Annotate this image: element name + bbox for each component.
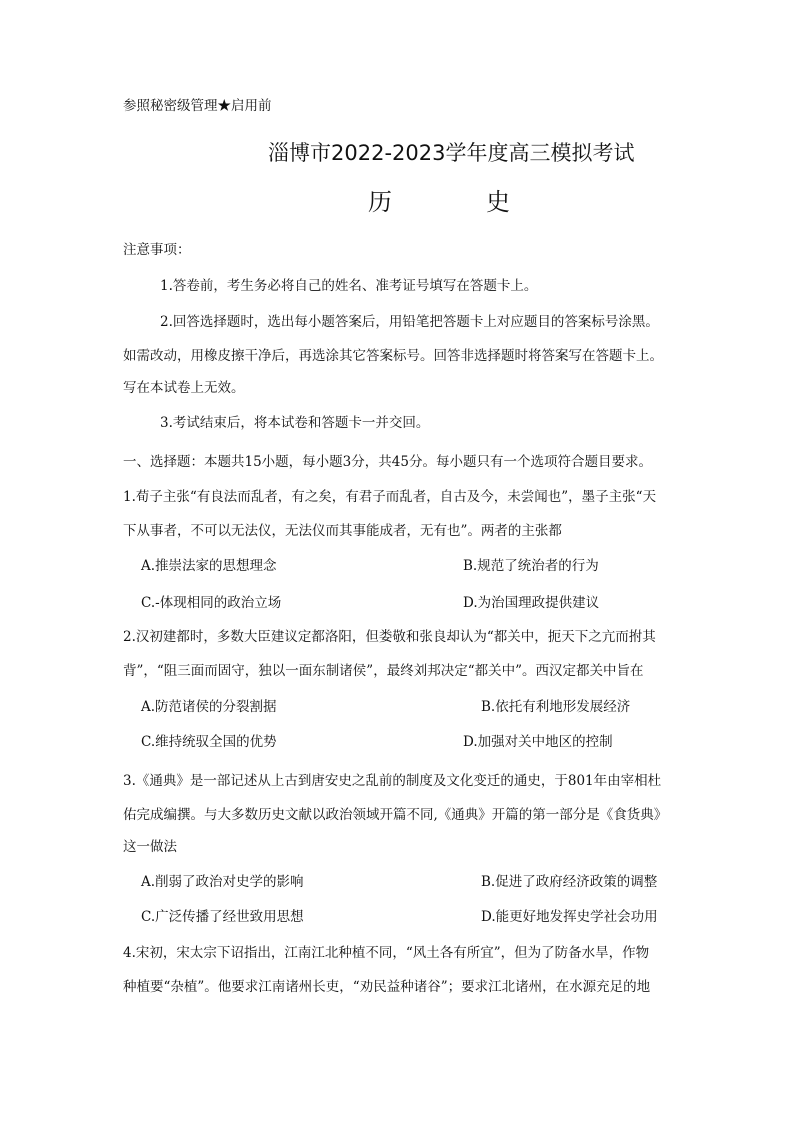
question-3-option-c: C.广泛传播了经世致用思想	[141, 909, 304, 925]
question-3-line-1: 3.《通典》是一部记述从上古到唐安史之乱前的制度及文化变迁的通史，于801年由宰相杜	[123, 773, 662, 789]
question-2-option-c: C.维持统驭全国的优势	[141, 734, 277, 750]
question-1-line-1: 1.荀子主张“有良法而乱者，有之矣，有君子而乱者，自古及今，未尝闻也”，墨子主张“天	[123, 489, 657, 505]
notes-heading: 注意事项：	[123, 242, 191, 258]
question-3-line-2: 佑完成编撰。与大多数历史文献以政治领域开篇不同,《通典》开篇的第一部分是《食货典》	[123, 807, 668, 823]
note-item-3: 3.考试结束后，将本试卷和答题卡一并交回。	[160, 415, 430, 431]
question-1-option-b: B.规范了统治者的行为	[463, 558, 599, 574]
question-2-option-b: B.依托有利地形发展经济	[481, 699, 631, 715]
note-item-2-line-1: 2.回答选择题时，选出每小题答案后，用铅笔把答题卡上对应题目的答案标号涂黑。	[160, 314, 659, 330]
question-1-option-d: D.为治国理政提供建议	[463, 595, 600, 611]
question-2-option-a: A.防范诸侯的分裂割据	[141, 699, 277, 715]
note-item-1: 1.答卷前，考生务必将自己的姓名、准考证号填写在答题卡上。	[160, 278, 538, 294]
question-3-option-d: D.能更好地发挥史学社会功用	[481, 909, 658, 925]
question-1-option-a: A.推崇法家的思想理念	[141, 558, 277, 574]
note-item-2-line-2: 如需改动，用橡皮擦干净后，再选涂其它答案标号。回答非选择题时将答案写在答题卡上。	[123, 348, 663, 364]
question-4-line-1: 4.宋初，宋太宗下诏指出，江南江北种植不同，“风土各有所宜”，但为了防备水旱，作物	[123, 945, 650, 961]
confidential-label: 参照秘密级管理★启用前	[123, 98, 272, 114]
question-2-line-1: 2.汉初建都时，多数大臣建议定都洛阳，但娄敬和张良却认为“都关中，扼天下之亢而拊其	[123, 629, 656, 645]
section-heading: 一、选择题：本题共15小题，每小题3分，共45分。每小题只有一个选项符合题目要求。	[123, 454, 652, 470]
question-2-line-2: 背”，“阻三面而固守，独以一面东制诸侯”，最终刘邦决定“都关中”。西汉定都关中旨在	[123, 663, 644, 679]
note-item-2-line-3: 写在本试卷上无效。	[123, 380, 245, 396]
subject-char-right: 史	[486, 188, 510, 216]
question-3-option-a: A.削弱了政治对史学的影响	[141, 874, 304, 890]
exam-title: 淄博市2022-2023学年度高三模拟考试	[268, 141, 635, 165]
question-2-option-d: D.加强对关中地区的控制	[463, 734, 613, 750]
question-3-option-b: B.促进了政府经济政策的调整	[481, 874, 658, 890]
question-1-option-c: C.-体现相同的政治立场	[141, 595, 282, 611]
question-1-line-2: 下从事者，不可以无法仪，无法仪而其事能成者，无有也”。两者的主张都	[123, 523, 562, 539]
question-3-line-3: 这一做法	[123, 839, 177, 855]
subject-char-left: 历	[368, 188, 392, 216]
question-4-line-2: 种植要“杂植”。他要求江南诸州长吏，“劝民益种诸谷”；要求江北诸州，在水源充足的地	[123, 979, 651, 995]
